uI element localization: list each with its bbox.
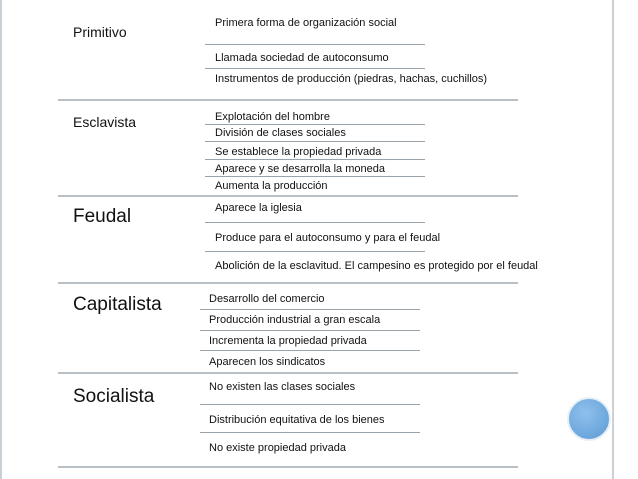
decorative-circle (567, 397, 611, 441)
section-title-socialista: Socialista (73, 386, 155, 407)
section-title-primitivo: Primitivo (73, 24, 127, 40)
list-item: Se establece la propiedad privada (215, 146, 382, 158)
row-divider (58, 99, 518, 101)
slide-frame-left (0, 0, 2, 479)
item-underline (205, 44, 425, 45)
list-item: Primera forma de organización social (215, 17, 397, 29)
item-underline (200, 309, 420, 310)
row-divider (58, 372, 518, 374)
list-item: Aparece y se desarrolla la moneda (215, 163, 385, 175)
item-underline (205, 124, 425, 125)
list-item: Incrementa la propiedad privada (209, 335, 367, 347)
bottom-divider (58, 466, 518, 468)
list-item: Llamada sociedad de autoconsumo (215, 52, 389, 64)
row-divider (58, 282, 518, 284)
slide-frame-right (612, 0, 614, 479)
item-underline (205, 176, 425, 177)
list-item: No existe propiedad privada (209, 442, 346, 454)
list-item: Distribución equitativa de los bienes (209, 414, 385, 426)
list-item: Produce para el autoconsumo y para el feudal (215, 232, 441, 244)
list-item: Aumenta la producción (215, 180, 328, 192)
item-underline (205, 68, 425, 69)
list-item: Producción industrial a gran escala (209, 314, 381, 326)
item-underline (205, 251, 425, 252)
item-underline (205, 159, 425, 160)
list-item: División de clases sociales (215, 127, 346, 139)
item-underline (205, 141, 425, 142)
section-title-capitalista: Capitalista (73, 294, 162, 315)
list-item: No existen las clases sociales (209, 381, 356, 393)
section-title-feudal: Feudal (73, 206, 132, 227)
item-underline (200, 432, 420, 433)
list-item: Instrumentos de producción (piedras, hachas, cuchillos) (215, 73, 488, 85)
list-item: Desarrollo del comercio (209, 293, 325, 305)
item-underline (200, 350, 420, 351)
list-item: Explotación del hombre (215, 111, 330, 123)
list-item: Aparecen los sindicatos (209, 356, 326, 368)
list-item: Abolición de la esclavitud. El campesino es protegido por el feudal (215, 260, 538, 272)
row-divider (58, 195, 518, 197)
item-underline (200, 330, 420, 331)
item-underline (205, 222, 425, 223)
section-title-esclavista: Esclavista (73, 114, 137, 130)
list-item: Aparece la iglesia (215, 202, 302, 214)
item-underline (200, 404, 420, 405)
